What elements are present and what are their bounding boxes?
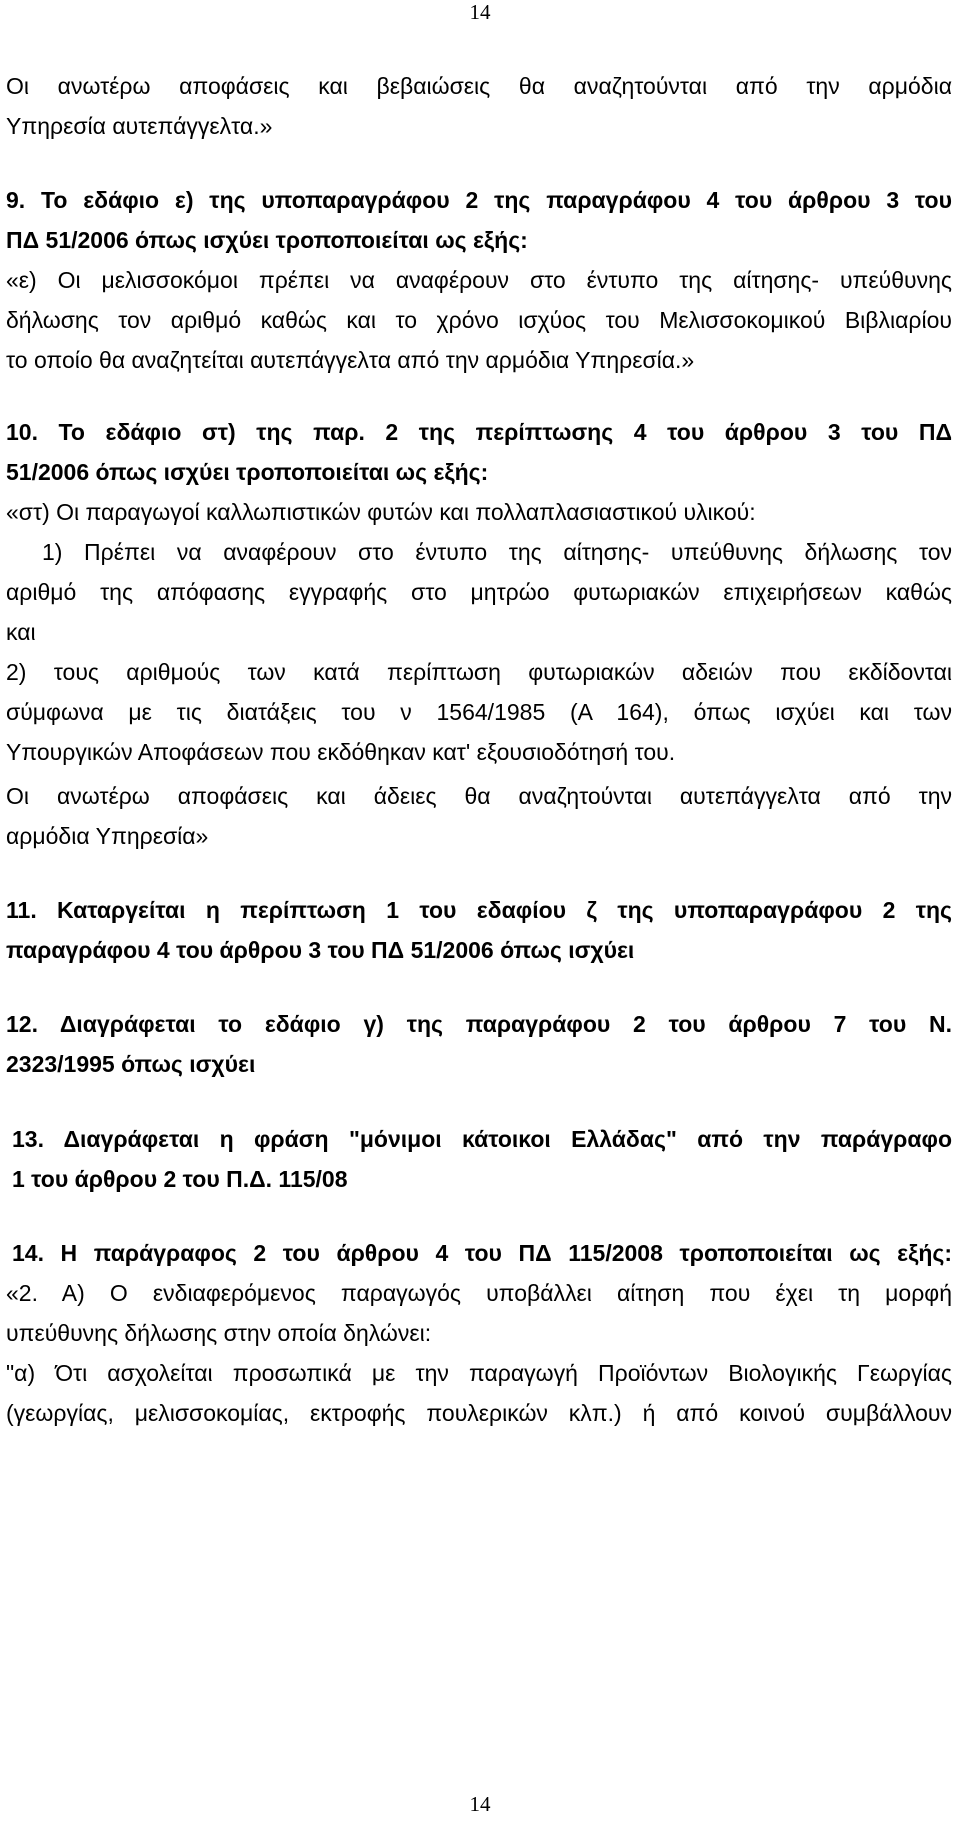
item-11 (6, 890, 952, 970)
item-heading-line: 2323/1995 όπως ισχύει (6, 1051, 256, 1077)
item-heading-line: 14. Η παράγραφος 2 του άρθρου 4 του ΠΔ 115/2008 τροποποιείται ως εξής: (12, 1240, 952, 1266)
page-number-bottom: 14 (469, 1792, 491, 1816)
text-line: (γεωργίας, μελισσοκομίας, εκτροφής πουλερικών κλπ.) ή από κοινού συμβάλλουν (6, 1400, 952, 1426)
text-line: «στ) Οι παραγωγοί καλλωπιστικών φυτών και πολλαπλασιαστικού υλικού: (6, 499, 756, 525)
text-line: αριθμό της απόφασης εγγραφής στο μητρώο φυτωριακών επιχειρήσεων καθώς (6, 579, 952, 605)
item-heading-line: 10. Το εδάφιο στ) της παρ. 2 της περίπτωσης 4 του άρθρου 3 του ΠΔ (6, 419, 952, 445)
item-heading-line: 1 του άρθρου 2 του Π.Δ. 115/08 (12, 1166, 348, 1192)
item-heading-line: 12. Διαγράφεται το εδάφιο γ) της παραγράφου 2 του άρθρου 7 του Ν. (6, 1011, 952, 1037)
text-line: δήλωσης τον αριθμό καθώς και το χρόνο ισχύος του Μελισσοκομικού Βιβλιαρίου (6, 307, 952, 333)
item-heading-line: 9. Το εδάφιο ε) της υποπαραγράφου 2 της παραγράφου 4 του άρθρου 3 του (6, 187, 952, 213)
item-10 (6, 412, 952, 772)
item-heading-line: 51/2006 όπως ισχύει τροποποιείται ως εξής: (6, 459, 489, 485)
text-line: Υπηρεσία αυτεπάγγελτα.» (6, 113, 273, 139)
text-line: το οποίο θα αναζητείται αυτεπάγγελτα από την αρμόδια Υπηρεσία.» (6, 347, 695, 373)
text-line: 2) τους αριθμούς των κατά περίπτωση φυτωριακών αδειών που εκδίδονται (6, 659, 952, 685)
text-line: "α) Ότι ασχολείται προσωπικά με την παραγωγή Προϊόντων Βιολογικής Γεωργίας (6, 1360, 952, 1386)
intro-paragraph (6, 66, 952, 146)
item-heading-line: 11. Καταργείται η περίπτωση 1 του εδαφίου ζ της υποπαραγράφου 2 της (6, 897, 952, 923)
item-12 (6, 1004, 952, 1084)
item-13 (6, 1119, 952, 1199)
item-heading-line: ΠΔ 51/2006 όπως ισχύει τροποποιείται ως εξής: (6, 227, 528, 253)
text-line: Οι ανωτέρω αποφάσεις και άδειες θα αναζητούνται αυτεπάγγελτα από την (6, 783, 952, 809)
point-1 (6, 532, 952, 572)
text-line: «2. Α) Ο ενδιαφερόμενος παραγωγός υποβάλλει αίτηση που έχει τη μορφή (6, 1280, 952, 1306)
text-line: 1) Πρέπει να αναφέρουν στο έντυπο της αίτησης- υπεύθυνης δήλωσης τον (42, 539, 952, 565)
text-line: Οι ανωτέρω αποφάσεις και βεβαιώσεις θα αναζητούνται από την αρμόδια (6, 73, 952, 99)
item-9 (6, 180, 952, 380)
item-heading-line: 13. Διαγράφεται η φράση "μόνιμοι κάτοικοι Ελλάδας" από την παράγραφο (12, 1126, 952, 1152)
text-line: σύμφωνα με τις διατάξεις του ν 1564/1985 (Α 164), όπως ισχύει και των (6, 699, 952, 725)
item-heading-line: παραγράφου 4 του άρθρου 3 του ΠΔ 51/2006 όπως ισχύει (6, 937, 635, 963)
item-10-closing (6, 776, 952, 856)
item-14 (6, 1233, 952, 1433)
page-number-top: 14 (469, 0, 491, 24)
text-line: Υπουργικών Αποφάσεων που εκδόθηκαν κατ' εξουσιοδότησή του. (6, 739, 676, 765)
text-line: υπεύθυνης δήλωσης στην οποία δηλώνει: (6, 1320, 432, 1346)
text-line: «ε) Οι μελισσοκόμοι πρέπει να αναφέρουν στο έντυπο της αίτησης- υπεύθυνης (6, 267, 952, 293)
text-line: αρμόδια Υπηρεσία» (6, 823, 209, 849)
text-line: και (6, 619, 36, 645)
